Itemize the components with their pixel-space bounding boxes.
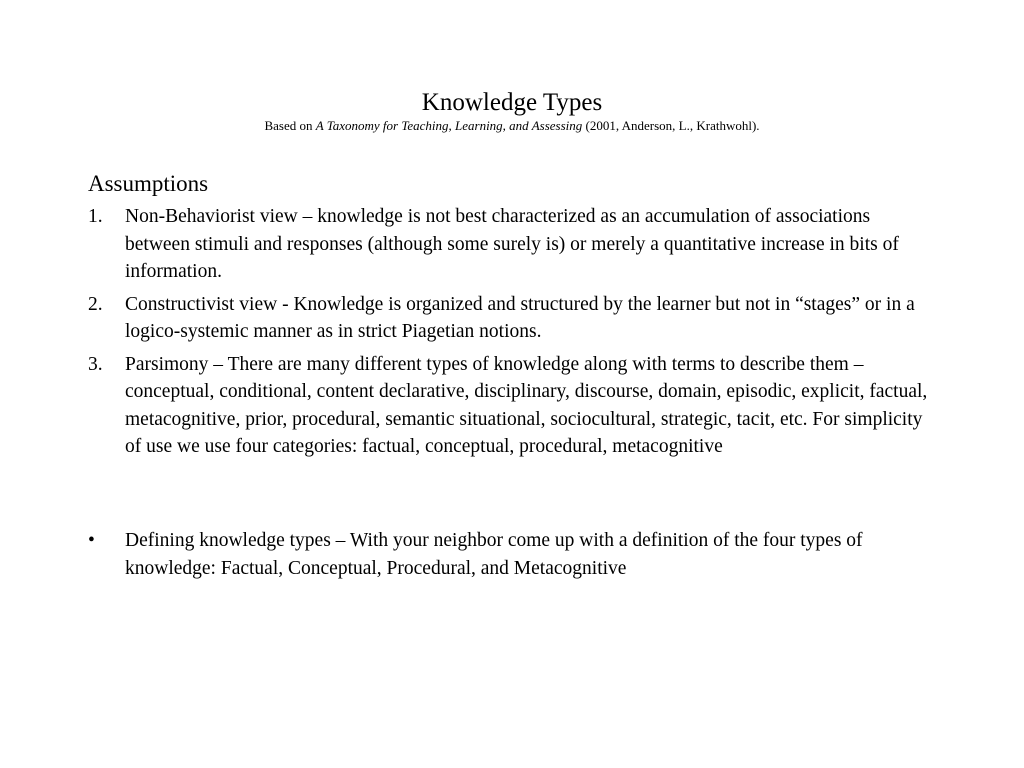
title-block <box>0 88 1024 134</box>
assumptions-list <box>88 203 938 466</box>
subtitle-prefix: Based on <box>264 118 316 133</box>
list-number: 3. <box>88 353 103 375</box>
list-item <box>88 203 938 286</box>
section-heading: Assumptions <box>88 171 209 196</box>
bullet-text: Defining knowledge types – With your neighbor come up with a definition of the four types of knowledge: Factual, Conceptual, Procedural, and Metacognitive <box>125 530 863 579</box>
list-item <box>88 291 938 346</box>
list-number: 2. <box>88 293 103 315</box>
slide-subtitle <box>0 118 1024 134</box>
list-item-text: Constructivist view - Knowledge is organized and structured by the learner but not in “stages” or in a logico-systemic manner as in strict Piagetian notions. <box>125 293 915 342</box>
activity-bullet-block <box>88 527 938 582</box>
bullet-item <box>88 527 938 582</box>
subtitle-book-title: A Taxonomy for Teaching, Learning, and Assessing <box>315 118 583 133</box>
bullet-icon: • <box>88 530 95 551</box>
list-number: 1. <box>88 206 103 227</box>
list-item-text: Non-Behaviorist view – knowledge is not best characterized as an accumulation of associations between stimuli and responses (although some surely is) or merely a quantitative increase in bits of information. <box>125 206 899 282</box>
subtitle-suffix: (2001, Anderson, L., Krathwohl). <box>582 118 760 133</box>
list-item-text: Parsimony – There are many different types of knowledge along with terms to describe them – conceptual, conditional, content declarative, disciplinary, discourse, domain, episodic, explicit, factual, metacognitive, prior, procedural, semantic situational, sociocultural, strategic, tacit, etc. For simplicity of use we use four categories: factual, conceptual, procedural, metacognitive <box>125 353 928 457</box>
slide-title: Knowledge Types <box>421 89 603 116</box>
list-item <box>88 351 938 461</box>
